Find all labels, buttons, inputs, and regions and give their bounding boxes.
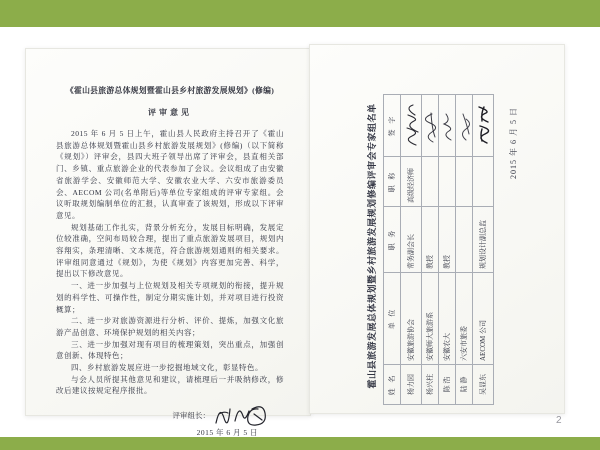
signoff-row (56, 400, 284, 430)
expert-table-date: 2015 年 6 月 5 日 (509, 107, 518, 179)
expert-position: 规划设计副总监 (473, 207, 494, 273)
expert-row (456, 95, 473, 405)
column-header-title: 职 称 (384, 157, 401, 207)
expert-title (473, 157, 494, 207)
document-date: 2015 年 6 月 5 日 (196, 428, 258, 438)
expert-org: 安徽农大 (439, 273, 456, 365)
expert-org: AECOM 公司 (473, 273, 494, 365)
rotated-table-block (365, 81, 530, 411)
paragraph: 与会人员所提其他意见和建议，请梳理后一并吸纳修改，修改后建议按规定程序报批。 (56, 374, 284, 396)
expert-position: 教授 (439, 207, 456, 273)
paragraph: 三、进一步加强对现有项目的梳理策划，突出重点，加强创意创新、体现特色； (56, 339, 284, 361)
expert-row (422, 95, 439, 405)
slide-top-bar (0, 0, 600, 27)
expert-name: 杨兴柱 (422, 365, 439, 405)
expert-position (456, 207, 473, 273)
paragraph: 规划基础工作扎实，背景分析充分，发展目标明确，发展定位较准确，空间布局较合理，提出了重点旅游发展项目，规划内容翔实，条理清晰、文本规范，符合旅游规划通则的相关要求。评审组同意通过《规划》，为使《规划》内容更加完善、科学，提出以下修改意见。 (56, 222, 284, 279)
expert-list-page (309, 44, 565, 414)
expert-title (439, 157, 456, 207)
column-header-org: 单 位 (384, 273, 401, 365)
expert-name: 陆 静 (456, 365, 473, 405)
expert-table-title: 霍山县旅游发展总体规划暨乡村旅游发展规划修编评审会专家组名单 (367, 103, 377, 389)
paragraph: 二、进一步对旅游资源进行分析、评价、提炼，加强文化旅游产品创意、环境保护规划的相关内容； (56, 316, 284, 337)
expert-table (383, 94, 494, 405)
signoff-label: 评审组长： (172, 410, 210, 420)
expert-title: 高级经济师 (401, 157, 422, 207)
expert-position: 常务副会长 (401, 207, 422, 273)
expert-table-header-row (384, 95, 401, 405)
paragraph: 一、进一步加强与上位规划及相关专项规划的衔接，提升规划的科学性、可操作性，制定分期实施计划，并对项目进行投资概算； (56, 281, 284, 314)
expert-row (473, 95, 494, 405)
paragraph: 四、乡村旅游发展应进一步挖掘地域文化，彰显特色。 (71, 363, 263, 373)
expert-signature-icon (473, 95, 494, 157)
column-header-position: 职 务 (384, 207, 401, 273)
expert-row (401, 95, 422, 405)
expert-name: 杨力园 (401, 365, 422, 405)
review-opinion-page (25, 48, 311, 438)
document-body (56, 128, 284, 397)
expert-org: 安徽旅游协会 (401, 273, 422, 365)
page-number: 2 (556, 415, 562, 426)
expert-signature-icon (439, 95, 456, 157)
expert-org: 安徽师大旅游系 (422, 273, 439, 365)
expert-title (456, 157, 473, 207)
slide-bottom-bar (0, 437, 600, 450)
column-header-signature: 签 字 (384, 95, 401, 157)
expert-signature-icon (456, 95, 473, 157)
expert-org: 六安市旅委 (456, 273, 473, 365)
expert-title (422, 157, 439, 207)
expert-name: 陈 浩 (439, 365, 456, 405)
expert-row (439, 95, 456, 405)
expert-position: 教授 (422, 207, 439, 273)
expert-signature-icon (401, 95, 422, 157)
paragraph: 2015 年 6 月 5 日上午，霍山县人民政府主持召开了《霍山县旅游总体规划暨霍山县乡村旅游发展规划》(修编)（以下简称《规划》）评审会，县四大班子领导出席了评审会，县直相关部门、乡镇、重点旅游企业的代表参加了会议。会议组成了由安徽省旅游学会、安徽师范大学、安徽农业大学、六安市旅游委员会、AECOM 公司(名单附后)等单位专家组成的评审专家组。会议听取规划编制单位的汇报，认真审查了该规划，形成以下评审意见。 (56, 129, 284, 220)
document-title: 《霍山县旅游总体规划暨霍山县乡村旅游发展规划》(修编) (65, 86, 275, 95)
column-header-name: 姓 名 (384, 365, 401, 405)
expert-name: 吴显东 (473, 365, 494, 405)
document-heading: 评审意见 (148, 108, 192, 117)
expert-signature-icon (422, 95, 439, 157)
handwritten-signature-icon (212, 400, 270, 430)
